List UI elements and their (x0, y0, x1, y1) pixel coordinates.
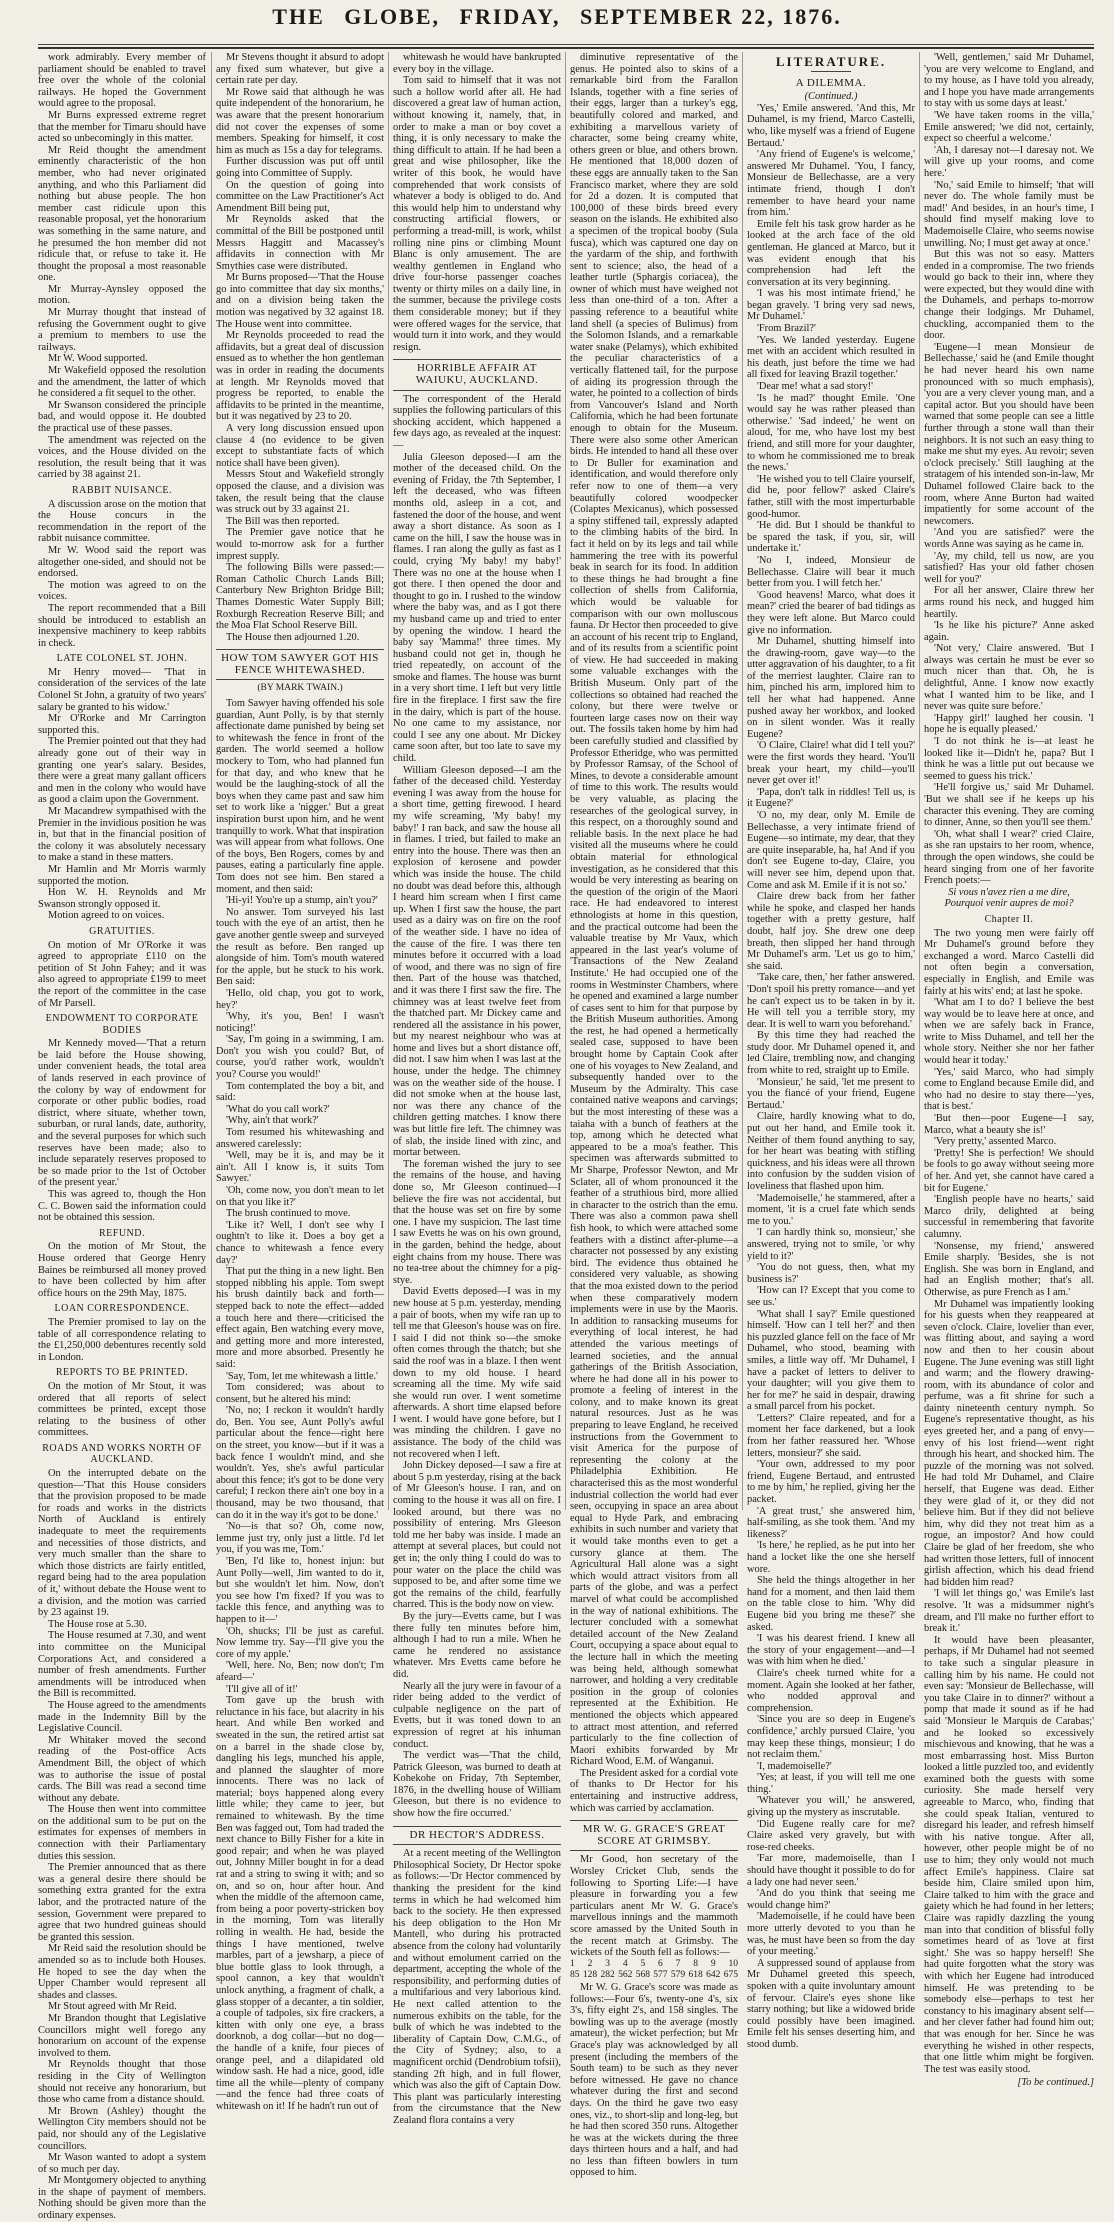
paragraph: This was agreed to, though the Hon C. C. Bowen said the information could not be obtained this session. (38, 1189, 206, 1224)
paragraph: The brush continued to move. (226, 1208, 351, 1220)
paragraph: 'Dear me! what a sad story!' (757, 381, 873, 393)
columns (38, 52, 1098, 2222)
paragraph: diminutive representative of the genus. He pointed also to skins of a remarkable bird from the Farallon Islands, together with a fine series of their eggs, larger than a turkey's egg, beautifully colored and marked, and exhibiting a marvellous variety of character, some being creamy white, others green or blue, and others brown. He mentioned that 18,000 dozen of these eggs are annually taken to the San Francisco market, where they are sold for 2d a dozen. It is computed that 100,000 of these birds breed every season on the islands. He exhibited also a specimen of the tropical booby (Sula fusca), which was captured one day on the yardarm of the ship, and forthwith sent to science; also, the head of a leather turtle (Sphargis coriacea), the owner of which must have weighed not less than one-third of a ton. After a passing reference to a beautiful white land shell (a species of Bulimus) from the Solomon Islands, and a remarkable water snake (Pelamys), which exhibited the peculiar characteristics of a vertically flattened tail, for the purpose of aiding its progression through the water, he pointed to a collection of birds from Vancouver's Island and North California, which he had been fortunate enough to obtain for the Museum. There were also some other American birds. He intended to hand all these over to Dr Buller for examination and identification, and would therefore only refer now to one of them—a very beautifully colored woodpecker (Colaptes Mexicanus), which possessed a spiny stiffened tail, expressly adapted to the climbing habits of the bird. In fact it held on by its legs and tail while hammering the tree with its powerful beak in search for its food. In addition to these things he had brought a fine collection of shells from California, which would be valuable for comparison with our own molluscous fauna. Dr Hector then proceeded to give an account of his recent trip to England, and of its results from a scientific point of view. He had succeeded in making some valuable exchanges with the British Museum. Only part of the collections so obtained had reached the colony, but there were twelve or fourteen large cases now on their way out. The fossils taken home by him had been carefully studied and classified by Professor Etheridge, who was permitted by Professor Ramsay, of the School of Mines, to devote a considerable amount of time to this work. The results would be very valuable, as placing the researches of the geological survey, in this respect, on a thoroughly sound and reliable basis. In the next place he had visited all the museums where he could obtain material for ethnological investigation, as he considered that this would be very interesting as bearing on the question of the origin of the Maori race. He had endeavored to interest ethnologists at home in this question, and the practical outcome had been the valuable treatise by Mr Vaux, which appeared in the last year's volume of 'Transactions of the New Zealand Institute.' He had occupied one of the rooms in Westminster Chambers, where he opened and examined a large number of cases sent to him for that purpose by the British Museum authorities. Among the rest, he had opened a hermetically sealed case, supposed to have been brought home by Captain Cook after one of his voyages to New Zealand, and subsequently handed over to the Museum by the Admiralty. This case contained native weapons and carvings; but the most interesting of these was a taiaha with a bunch of feathers at the top, among which he detected what appeared to be a moa's feather. This specimen was afterwards submitted to Mr Sharpe, Professor Newton, and Mr Sclater, all of whom pronounced it the feather of a struthious bird, more allied in character to the ostrich than the emu. There was also a common pawa shell fish hook, to which were attached some feathers with a distinct after-plume—a character not possessed by any existing bird. The evidence thus obtained he considered very valuable, as showing that the moa existed down to the period when these comparatively modern implements were in use by the Maoris. In addition to ransacking museums for everything of local interest, he had attended the various meetings of learned societies, and the annual gatherings of the British Association, where he had done all in his power to promote a feeling of interest in the colony, and to make known its great natural resources. Just as he was preparing to leave England, he received instructions from the Government to visit America for the purpose of representing the colony at the Philadelphia Exhibition. He characterised this as the most wonderful industrial collection the world had ever seen, occupying in space an area about equal to Hyde Park, and embracing exhibits in such number and variety that it would take months even to get a cursory glance at them. The Agricultural Hall alone was a sight which would attract visitors from all parts of the globe, and was a perfect marvel of what could be accomplished in the way of national exhibitions. The lecturer concluded with a somewhat detailed account of the New Zealand Court, occupying a space about equal to the lecture hall in which the meeting was being held, although somewhat narrower, and holding a very creditable position in the group of colonies represented at the Exhibition. He mentioned the objects which appeared to attract most attention, and referred particularly to the fine collection of Maori exhibits forwarded by Mr Richard Wood, E.M. of Wanganui. (570, 52, 738, 1768)
paragraph: Emile felt his task grow harder as he looked at the arch face of the old gentleman. He glanced at Marco, but it was evident enough that his comprehension had left the conversation at its very beginning. (747, 218, 915, 288)
paragraph: That put the thing in a new light. Ben stopped nibbling his apple. Tom swept his brush daintily back and forth—stepped back to note the effect—added a touch here and there—criticised the effect again, Ben watching every move, and getting more and more interested, more and more absorbed. Presently he said: (216, 1266, 384, 1370)
paragraph: 'How can I? Except that you come to see us.' (747, 1285, 915, 1308)
paragraph: 'Very pretty,' assented Marco. (934, 1136, 1057, 1148)
paragraph: The Premier gave notice that he would to-morrow ask for a further imprest supply. (216, 527, 384, 562)
score-cell: 1 (570, 1958, 575, 1969)
masthead (0, 4, 1114, 44)
paragraph: The Premier promised to lay on the table of all correspondence relating to the £1,250,000 debentures recently sold in London. (38, 1316, 206, 1363)
paragraph: 'And you are satisfied?' were the words Anne was saying as he came in. (924, 527, 1094, 550)
paragraph: Messrs Stout and Wakefield strongly opposed the clause, and a division was taken, the result being that the clause was struck out by 33 against 21. (216, 469, 384, 516)
article-byline: (BY MARK TWAIN.) (257, 683, 343, 694)
paragraph: 'Happy girl!' laughed her cousin. 'I hope he is equally pleased.' (924, 712, 1094, 736)
paragraph: On the motion of Mr Stout, the House ordered that George Henry Baines be reimbursed all money proved to have been collected by him after office hours on the 29th May, 1875. (38, 1241, 206, 1299)
paragraph: 'Is he like his picture?' Anne asked again. (924, 620, 1094, 643)
score-cell: 9 (710, 1958, 716, 1969)
paragraph: Mr Murray thought that instead of refusing the Government ought to give a premium to members to use the railways. (38, 307, 206, 353)
paragraph: Claire, hardly knowing what to do, put out her hand, and Emile took it. Neither of them found anything to say, for her heart was beating with stifling quickness, and his ideas were all thrown into confusion by the sudden vision of loveliness that flashed upon him. (747, 1111, 915, 1192)
paragraph: Mr Reynolds thought that those residing in the City of Wellington should not receive any honorarium, but those who came from a distance should. (38, 2059, 206, 2106)
paragraph: The two young men were fairly off Mr Duhamel's ground before they exchanged a word. Marco Castelli did not often begin a conversation, especially in English, and Emile was fairly at his wits' end; at last he spoke. (924, 927, 1094, 997)
score-cell: 577 (653, 1970, 668, 1981)
paragraph: 'Since you are so deep in Eugene's confidence,' archly pursued Claire, 'you may keep these things, monsieur; I do not reclaim them.' (747, 1714, 915, 1761)
score-cell: 2 (587, 1958, 593, 1969)
score-cell: 128 (582, 1970, 598, 1981)
score-cell: 10 (728, 1958, 738, 1969)
paragraph: 'No, no; I reckon it wouldn't hardly do, Ben. You see, Aunt Polly's awful particular about the fence—right here on the street, you know—but if it was a back fence I wouldn't mind, and she wouldn't. Yes, she's awful particular about this fence; it's got to be done very careful; I reckon there ain't one boy in a thousand, may be two thousand, that can do it in the way it's got to be done.' (216, 1405, 384, 1521)
paragraph: Nearly all the jury were in favour of a rider being added to the verdict of culpable negligence on the part of Evetts, but it was toned down to an expression of regret at his inhuman conduct. (393, 1680, 561, 1750)
divider (811, 71, 851, 72)
column-divider (211, 52, 212, 1510)
paragraph: The report recommended that a Bill should be introduced to establish an inexpensive machinery to keep rabbits in check. (38, 602, 206, 649)
masthead-globe: GLOBE, (344, 4, 440, 29)
paragraph: Claire drew back from her father while he spoke, and clasped her hands together with a pretty gesture, half doubt, half joy. She drew one deep breath, then slipped her hand through Mr Duhamel's arm. 'Let us go to him,' she said. (747, 891, 915, 972)
paragraph: The President asked for a cordial vote of thanks to Dr Hector for his entertaining and instructive address, which was carried by acclamation. (570, 1767, 738, 1814)
paragraph: She held the things altogether in her hand for a moment, and then laid them on the table close to him. 'Why did Eugene bid you bring me these?' she asked. (747, 1575, 915, 1633)
paragraph: 'Take care, then,' her father answered. 'Don't spoil his pretty romance—and yet he can't expect us to be taken in by it. He will tell you a terrible story, my dear. It is well to warn you beforehand.' (747, 972, 915, 1030)
score-cell: 562 (618, 1970, 633, 1981)
to-be-continued: [To be continued.] (1017, 2077, 1094, 2089)
paragraph: whitewash he would have bankrupted every boy in the village. (393, 52, 561, 75)
masthead-date: SEPTEMBER 22, 1876. (580, 4, 842, 29)
paragraph: The House then adjourned 1.20. (226, 631, 360, 643)
paragraph: 'Hello, old chap, you got to work, hey?' (216, 987, 384, 1011)
paragraph: 'Eugene—I mean Monsieur de Bellechasse,' said he (and Emile thought he had never heard his own name pronounced with so much emphasis), 'you are a very clever young man, and a capital actor. But you should have been warned that some people can see a little further through a stone wall than their neighbors. It is not such an easy thing to make me shut my eyes. Au revoir; seven o'clock precisely.' Still laughing at the stratagem of his intended son-in-law, Mr Duhamel followed Claire back to the room, where Anne Burton had waited impatiently for some account of the newcomers. (924, 341, 1094, 527)
paragraph: Claire's cheek turned white for a moment. Again she looked at her father, who nodded approval and comprehension. (747, 1667, 915, 1714)
paragraph: Hon W. H. Reynolds and Mr Swanson strongly opposed it. (38, 887, 206, 910)
paragraph: 'Is he mad?' thought Emile. 'One would say he was rather pleased than otherwise.' 'Sad indeed,' he went on aloud, 'for me, who have lost my best friend, and still more for your daughter, to whom he commissioned me to break the news.' (747, 392, 915, 474)
column-6 (924, 52, 1094, 2089)
paragraph: The Bill was then reported. (226, 515, 340, 527)
poem-line: Pourquoi venir aupres de moi? (944, 898, 1074, 910)
paragraph: Mr Reid said the resolution should be amended so as to include both Houses. He hoped to see the day when the Upper Chamber would represent all shades and classes. (38, 1943, 206, 2001)
score-cell: 568 (635, 1970, 650, 1981)
paragraph: For all her answer, Claire threw her arms round his neck, and hugged him heartily. (924, 585, 1094, 620)
score-cell: 642 (706, 1970, 721, 1981)
paragraph: 'I do not think he is—at least he looked like it—Didn't he, papa? But I think he was a little put out because we seemed to guess his trick.' (924, 736, 1094, 782)
paragraph: 'What am I to do? I believe the best way would be to leave here at once, and when we are safely back in France, write to Miss Duhamel, and tell her the whole story. Neither she nor her father would hear it today.' (924, 997, 1094, 1067)
column-3 (393, 52, 561, 2126)
column-4 (570, 52, 738, 2179)
paragraph: 'O no, my dear, only M. Emile de Bellechasse, a very intimate friend of Eugene—so intimate, my dear, that they are quite inseparable, ha, ha! And if you don't see Eugene to-day, Claire, you will never see him, depend upon that. Come and ask M. Emile if it is not so.' (747, 810, 915, 891)
paragraph: 'I can hardly think so, monsieur,' she answered, trying not to smile, 'or why yield to it?' (747, 1227, 915, 1262)
paragraph: Mr Duhamel was impatiently looking for his guests when they reappeared at seven o'clock. Claire, lovelier than ever, was flitting about, and saying a word now and then to her cousin about Eugene. The June evening was still light and warm; and the flowery drawing-room, with its abundance of color and perfume, was a fit shrine for such a dainty nineteenth century nymph. So Eugene's representative thought, as his eyes greeted her, and a pang of envy—envy of his lost friend—went right through his heart, and shocked him. The puzzle of the morning was not solved. He had told Mr Duhamel, and Claire herself, that Eugene was dead. Either they were glad of it, or they did not believe him. But if they did not believe him, why did they not treat him as a rogue, an impostor? And how could Claire be glad of her freedom, she who had written those letters, full of innocent girlish affection, which his dead friend had bidden him read? (924, 1298, 1094, 1588)
paragraph: 'And do you think that seeing me would change him?' (747, 1888, 915, 1911)
article-title: HORRIBLE AFFAIR AT WAIUKU, AUCKLAND. (393, 359, 561, 390)
paragraph: The motion was agreed to on the voices. (38, 579, 206, 603)
paragraph: 'Not very,' Claire answered. 'But I always was certain he must be ever so much nicer than that. Oh, he is delightful, Anne. I know now exactly what I wanted him to be like, and I never was quite sure before.' (924, 643, 1094, 713)
paragraph: 'He'll forgive us,' said Mr Duhamel. 'But we shall see if he keeps up his character this evening. They are coming to dinner, Anne, so then you'll see them.' (924, 782, 1094, 829)
column-1 (38, 52, 206, 2222)
paragraph: Tom gave up the brush with reluctance in his face, but alacrity in his heart. And while Ben worked and sweated in the sun, the retired artist sat on a barrel in the shade close by, dangling his legs, munched his apple, and planned the slaughter of more innocents. There was no lack of material; boys happened along every little while; they came to jeer, but remained to whitewash. By the time Ben was fagged out, Tom had traded the next chance to Billy Fisher for a kite in good repair; and when he was played out, Johnny Miller bought in for a dead rat and a string to swing it with; and so on, and so on, hour after hour. And when the middle of the afternoon came, from being a poor poverty-stricken boy in the morning, Tom was literally rolling in wealth. He had, beside the things I have mentioned, twelve marbles, part of a jewsharp, a piece of blue bottle glass to look through, a spool cannon, a key that wouldn't unlock anything, a fragment of chalk, a glass stopper of a decanter, a tin soldier, a couple of tadpoles, six fire crackers, a kitten with only one eye, a brass doorknob, a dog collar—but no dog—the handle of a knife, four pieces of orange peel, and a dilapidated old window sash. He had a nice, good, idle time all the while—plenty of company—and the fence had three coats of whitewash on it! If he hadn't run out of (216, 1695, 384, 2112)
paragraph: Mr Burns proposed—'That the House go into committee that day six months,' and on a division being taken the motion was negatived by 32 against 18. The House went into committee. (216, 272, 384, 330)
paragraph: The correspondent of the Herald supplies the following particulars of this shocking accident, which happened a few days ago, as revealed at the inquest:— (393, 393, 561, 451)
paragraph: 'He did. But I should be thankful to be spared the task, if you, sir, will undertake it.' (747, 520, 915, 555)
score-header-row (570, 1959, 738, 1971)
paragraph: Mr Wason wanted to adopt a system of so much per day. (38, 2152, 206, 2175)
continued-note: (Continued.) (804, 91, 858, 103)
paragraph: 'I was his dearest friend. I knew all the story of your engagement—and—I was with him when he died.' (747, 1633, 915, 1668)
paragraph: Mr Macandrew sympathised with the Premier in the invidious position he was in, but that in the financial position of the colony it was absolutely necessary to make a stand in these matters. (38, 806, 206, 864)
paragraph: 'Monsieur,' he said, 'let me present to you the fiancé of your friend, Eugene Bertaud.' (747, 1076, 915, 1111)
paragraph: Mr Stout agreed with Mr Reid. (48, 2001, 177, 2013)
paragraph: Tom said to himself that it was not such a hollow world after all. He had discovered a great law of human action, without knowing it, namely, that, in order to make a man or boy covet a thing, it is only necessary to make the thing difficult to attain. If he had been a great and wise philosopher, like the writer of this book, he would have comprehended that work consists of whatever a body is obliged to do. And this would help him to understand why constructing artificial flowers, or performing a tread-mill, is work, whilst rolling nine pins or climbing Mount Blanc is only amusement. The are wealthy gentlemen in England who drive four-horse passenger coaches twenty or thirty miles on a daily line, in the summer, because the privilege costs them considerable money; but if they were offered wages for the service, that would turn it into work, and they would resign. (393, 75, 561, 353)
section-heading: LOAN CORRESPONDENCE. (54, 1303, 190, 1315)
paragraph: Mr W. G. Grace's score was made as follows:—Four 6's, twenty-one 4's, six 3's, fifty eight 2's, and 158 singles. The bowling was up to the average (mostly amateur), the wicket perfection; but Mr Grace's play was acknowledged by all present (including the members of the South team) to be such as they never before witnessed. He gave no chance whatever during the first and second days. On the third he gave two easy ones, viz., to short-slip and long-leg, but he had then scored 350 runs. Altogether he was at the wickets during the three days thirteen hours and a half, and had no less than fifteen bowlers in turn opposed to him. (570, 1981, 738, 2179)
score-cell: 675 (723, 1970, 738, 1981)
paragraph: 'Why, it's you, Ben! I wasn't noticing!' (216, 1011, 384, 1034)
paragraph: Mr Montgomery objected to anything in the shape of payment of members. Nothing should be given more than the ordinary expenses. (38, 2175, 206, 2222)
paragraph: Mr Swanson considered the principle bad, and would oppose it. He doubted the practical use of these passes. (38, 399, 206, 434)
paragraph: 'From Brazil?' (757, 323, 816, 335)
paragraph: On motion of Mr O'Rorke it was agreed to appropriate £110 on the petition of St John Fahey; and it was also agreed to appropriate £199 to meet the report of the committee in the case of Mr Parsell. (38, 939, 206, 1009)
paragraph: David Evetts deposed—I was in my new house at 5 p.m. yesterday, mending a pair of boots, when my wife ran up to tell me that Gleeson's house was on fire. I said I did not think so—the smoke often comes through the thatch; but she said the roof was in a blaze. I then went down to my old house. I heard screaming all the time. My wife said she would run over. I went sometime afterwards. A short time elapsed before I went. I would have gone before, but I was minding the children. I gave no assistance. The body of the child was not recovered when I left. (393, 1286, 561, 1460)
paragraph: 'Well, here. No, Ben; now don't; I'm afeard—' (216, 1660, 384, 1683)
paragraph: Mr Brandon thought that Legislative Councillors might well forego any honorarium on account of the expense involved to them. (38, 2012, 206, 2059)
score-cell: 579 (670, 1970, 686, 1981)
column-divider (565, 52, 566, 1510)
paragraph: Mr Duhamel, shutting himself into the drawing-room, gave way—to the utter aggravation of his daughter, to a fit of the merriest laughter. Claire ran to him, pinched his arm, implored him to tell her what had happened. Anne pushed away her workbox, and looked on in silent wonder. Was it really Eugene? (747, 636, 915, 740)
paragraph: The foreman wished the jury to see the remains of the house, and having done so, Mr Gleeson continued—I believe the fire was not accidental, but that the house was set on fire by some one. I have my suspicion. The last time I saw Evetts he was on his own ground, in the garden, behind the hedge, about eight chains from my house. There was no tea-tree about the chimney for a pig-stye. (393, 1158, 561, 1286)
paragraph: Mr Rowe said that although he was quite independent of the honorarium, he was aware that the present honorarium did not cover the expenses of some members. Speaking for himself, it cost him as much as 15s a day for telegrams. (216, 86, 384, 156)
column-divider (742, 52, 743, 1510)
section-heading: ENDOWMENT TO CORPORATE BODIES (45, 1013, 199, 1036)
score-cell: 3 (605, 1958, 610, 1969)
paragraph: 'Ah, I daresay not—I daresay not. We will give up your rooms, and come here.' (924, 144, 1094, 179)
paragraph: The House agreed to the amendments made in the Indemnity Bill by the Legislative Council. (38, 1699, 206, 1735)
paragraph: 'Ben, I'd like to, honest injun: but Aunt Polly—well, Jim wanted to do it, but she wouldn't let him. Now, don't you see how I'm fixed? If you was to tackle this fence, and anything was to happen to it—' (216, 1556, 384, 1625)
paragraph: 'A great trust,' she answered him, half-smiling, as she took them. 'And my likeness?' (747, 1505, 915, 1540)
paragraph: Mr Stevens thought it absurd to adopt any fixed sum whatever, but give a certain rate per day. (216, 52, 384, 87)
paragraph: Tom resumed his whitewashing and answered carelessly: (216, 1127, 384, 1150)
paragraph: At a recent meeting of the Wellington Philosophical Society, Dr Hector spoke as follows:—'Dr Hector commenced by thanking the president for the kind terms in which he had welcomed him back to the society. He then expressed his deep obligation to the Hon Mr Mantell, who during his protracted absence from the colony had voluntarily and without emolument carried on the department, accepting the whole of the responsibility, and performing duties of a multifarious and very laborious kind. He next called attention to the numerous exhibits on the table, for the bulk of which he was indebted to the liberality of Captain Dow, C.M.G., of the City of Sydney; also, to a magnificent orchid (Dendrobium tofsii), standing 2ft high, and in full flower, which was also the gift of Captain Dow. This plant was particularly interesting from the circumstance that the New Zealand flora contains a very (393, 1848, 561, 2126)
paragraph: 'Hi-yi! You're up a stump, ain't you?' (226, 895, 378, 907)
column-2 (216, 52, 384, 2112)
paragraph: 'Mademoiselle, if he could have been more utterly devoted to you than he was, he must have been so from the day of your meeting.' (747, 1911, 915, 1958)
paragraph: 'English people have no hearts,' said Marco drily, delighted at being successful in remembering that favorite calumny. (924, 1194, 1094, 1240)
paragraph: 'Far more, mademoiselle, than I should have thought it possible to do for a lady one had never seen.' (747, 1853, 915, 1888)
paragraph: Mr Murray-Aynsley opposed the motion. (38, 283, 206, 307)
column-5 (747, 52, 915, 2050)
masthead-rule (38, 44, 1094, 45)
score-cell: 282 (600, 1970, 615, 1981)
score-cell: 7 (675, 1958, 681, 1969)
paragraph: Mr Wakefield opposed the resolution and the amendment, the latter of which he considered a fit sequel to the other. (38, 365, 206, 400)
paragraph: Mr Kennedy moved—'That a return be laid before the House showing, under convenient heads, the total area of lands reserved in each province of the colony by way of endowment for corporate or other public bodies, road district, where situate, whether town, suburban, or rural lands, date, authority, and the several purposes for which such reserves have been made; also to include separately reserves proposed to be so made prior to the 1st of October of the present year.' (38, 1038, 206, 1189)
paragraph: The Premier announced that as there was a general desire there should be something extra granted for the extra labor, and the protracted nature of the session, Government were prepared to agree that two hundred guineas should be granted this session. (38, 1862, 206, 1943)
paragraph: Mr W. Wood said the report was altogether one-sided, and should not be endorsed. (38, 544, 206, 580)
paragraph: 'You do not guess, then, what my business is?' (747, 1262, 915, 1285)
paragraph: The following Bills were passed:—Roman Catholic Church Lands Bill; Canterbury New Brighton Bridge Bill; Thames Domestic Water Supply Bill; Roxburgh Recreation Reserve Bill; and the Moa Flat School Reserve Bill. (216, 562, 384, 632)
article-title: DR HECTOR'S ADDRESS. (393, 1826, 561, 1846)
paragraph: 'Pretty! She is perfection! We should be fools to go away without seeing more of her. And yet, she cannot have cared a bit for Eugene.' (924, 1147, 1094, 1194)
paragraph: Tom contemplated the boy a bit, and said: (216, 1080, 384, 1104)
paragraph: 'Oh, what shall I wear?' cried Claire, as she ran upstairs to her room, whence, through the open windows, she could be heard singing from one of her favorite French poets:— (924, 828, 1094, 887)
paragraph: Mr Reynolds proceeded to read the affidavits, but a great deal of discussion ensued as to whether the hon gentleman was in order in reading the documents at length. Mr Reynolds moved that progress be reported, to enable the affidavits to be printed in the meantime, but it was negatived by 23 to 20. (216, 330, 384, 423)
paragraph: 'Like it? Well, I don't see why I oughtn't to like it. Does a boy get a chance to whitewash a fence every day?' (216, 1219, 384, 1266)
section-heading: ROADS AND WORKS NORTH OF AUCKLAND. (42, 1442, 202, 1466)
paragraph: Mr Brown (Ashley) thought the Wellington City members should not be paid, nor should any of the Legislative councillors. (38, 2105, 206, 2152)
paragraph: 'What do you call work?' (226, 1103, 330, 1115)
section-heading: GRATUITIES. (89, 925, 155, 937)
paragraph: Mr Reynolds asked that the committal of the Bill be postponed until Messrs Haggitt and Macassey's affidavits in connection with Mr Smythies case were distributed. (216, 214, 384, 272)
section-heading: RABBIT NUISANCE. (71, 484, 173, 496)
score-cell: 4 (622, 1958, 628, 1969)
paragraph: 'Good heavens! Marco, what does it mean?' cried the bearer of bad tidings as they were left alone. But Marco could give no information. (747, 589, 915, 636)
paragraph: 'Oh, come now, you don't mean to let on that you like it?' (216, 1185, 384, 1208)
paragraph: A discussion arose on the motion that the House concurs in the recommendation in the report of the rabbit nuisance committee. (38, 498, 206, 545)
paragraph: On the question of going into committee on the Law Practitioner's Act Amendment Bill being put, (216, 179, 384, 214)
column-divider (919, 52, 920, 1510)
score-cell: 618 (688, 1970, 703, 1981)
score-cell: 5 (640, 1958, 646, 1969)
score-cell: 6 (658, 1958, 663, 1969)
section-heading: LATE COLONEL ST. JOHN. (56, 653, 188, 665)
paragraph: 'I was his most intimate friend,' he began gravely. 'I bring very sad news, Mr Duhamel.' (747, 288, 915, 323)
paragraph: 'Ay, my child, tell us now, are you satisfied? Has your old father chosen well for you?' (924, 550, 1094, 585)
literature-heading: LITERATURE. (775, 54, 887, 69)
paragraph: 'Yes,' said Marco, who had simply come to England because Emile did, and who had no desire to stay there—'yes, that is best.' (924, 1066, 1094, 1113)
paragraph: No answer. Tom surveyed his last touch with the eye of an artist, then he gave another gentle sweep and surveyed the result as before. Ben ranged up alongside of him. Tom's mouth watered for the apple, but he stuck to his work. Ben said: (216, 906, 384, 988)
masthead-rule-thick (38, 47, 1094, 49)
paragraph: The House resumed at 7.30, and went into committee on the Municipal Corporations Act, and considered a number of fresh amendments. Further amendments will be introduced when the Bill is recommitted. (38, 1630, 206, 1700)
paragraph: 'Yes; at least, if you will tell me one thing.' (747, 1772, 915, 1795)
paragraph: 'Papa, don't talk in riddles! Tell us, is it Eugene?' (747, 786, 915, 810)
paragraph: 'Whatever you will,' he answered, giving up the mystery as inscrutable. (747, 1795, 915, 1819)
paragraph: 'But then—poor Eugene—I say, Marco, what a beauty she is!' (924, 1113, 1094, 1136)
paragraph: 'I, mademoiselle?' (757, 1760, 832, 1772)
column-divider (388, 52, 389, 1510)
paragraph: 'We have taken rooms in the villa,' Emile answered; 'we did not, certainly, expect so cheerful a welcome.' (924, 109, 1094, 145)
paragraph: 'He wished you to tell Claire yourself, did he, poor fellow?' asked Claire's father, still with the most imperturbable good-humor. (747, 473, 915, 520)
paragraph: 'No I, indeed, Monsieur de Bellechasse. Claire will bear it much better from you. I will fetch her.' (747, 554, 915, 590)
paragraph: 'Say, Tom, let me whitewash a little.' (226, 1370, 378, 1382)
paragraph: Mr Burns expressed extreme regret that the member for Timaru should have acted so unbecomingly in this matter. (38, 109, 206, 145)
paragraph: 'Oh, shucks; I'll be just as careful. Now lemme try. Say—I'll give you the core of my apple.' (216, 1625, 384, 1660)
paragraph: But this was not so easy. Matters ended in a compromise. The two friends would go back to their inn, where they were expected, but they would dine with the Duhamels, and perhaps to-morrow change their lodgings. Mr Duhamel, chuckling, accompanied them to the door. (924, 249, 1094, 342)
paragraph: The Premier pointed out that they had already gone out of their way in granting one year's salary. Besides, there were a great many gallant officers and men in the colony who would have as good a claim upon the Government. (38, 736, 206, 806)
section-heading: REPORTS TO BE PRINTED. (55, 1367, 189, 1379)
paragraph: 'No—is that so? Oh, come now, lemme just try, only just a little. I'd let you, if you was me, Tom.' (216, 1521, 384, 1556)
paragraph: 'Why, ain't that work?' (226, 1115, 319, 1127)
paragraph: 'Mademoiselle,' he stammered, after a moment, 'it is a cruel fate which sends me to you.' (747, 1192, 915, 1227)
paragraph: 'Well, gentlemen,' said Mr Duhamel, 'you are very welcome to England, and to my house, as I have told you already, and I hope you have made arrangements to stay with us some days at least.' (924, 52, 1094, 110)
paragraph: 'Your own, addressed to my poor friend, Eugene Bertaud, and entrusted to me by him,' he replied, giving her the packet. (747, 1459, 915, 1506)
paragraph: William Gleeson deposed—I am the father of the deceased child. Yesterday evening I was away from the house for a short time, getting firewood. I heard my wife screaming, 'My baby! my baby!' I ran back, and saw the house all in flames. I tried, but failed to make an entry into the house. There was then an explosion of kerosene and powder which was inside the house. The child no doubt was dead before this, although I heard him scream when I first came up. When I first saw the house, the part used as a dairy was on fire on the roof of the weather side. I have no idea of the cause of the fire. I was there ten minutes before it occurred with a load of wood, and there was no sign of fire then. Part of the house was thatched, and it was there I first saw the fire. The chimney was at least twelve feet from the thatched part. Mr Dickey came and rendered all the assistance in his power, but my nearest neighbour who was at home and lives but a short distance off, did not. I saw him when I was last at the house, under the hedge. The chimney was on the weather side of the house. I did not smoke when at the house last, nor was there any chance of the children getting matches. I know there was but little fire left. The chimney was of slab, the inside lined with zinc, and mortar between. (393, 764, 561, 1159)
paragraph: Tom Sawyer having offended his sole guardian, Aunt Polly, is by that sternly affectionate dame punished by being set to whitewash the fence in front of the garden. The world seemed a hollow mockery to Tom, who had planned fun for that day, and who knew that he would be the laughing-stock of all the boys when they came past and saw him set to work like a 'nigger.' But a great inspiration burst upon him, and he went tranquilly to work. What that inspiration was will appear from what follows. One of the boys, Ben Rogers, comes by and pauses, eating a particularly fine apple. Tom does not see him. Ben stared a moment, and then said: (216, 698, 384, 895)
paragraph: 'Letters?' Claire repeated, and for a moment her face darkened, but a look from her father reassured her. 'Whose letters, monsieur?' she said. (747, 1412, 915, 1459)
paragraph: Mr W. Wood supported. (48, 353, 148, 365)
article-title: MR W. G. GRACE'S GREAT SCORE AT GRIMSBY. (570, 1820, 738, 1851)
paragraph: 'Well, may be it is, and may be it ain't. All I know is, it suits Tom Sawyer.' (216, 1150, 384, 1185)
paragraph: Further discussion was put off until going into Committee of Supply. (216, 156, 384, 179)
paragraph: The House rose at 5.30. (48, 1618, 147, 1630)
paragraph: On the motion of Mr Stout, it was ordered that all reports of select committees be printed, except those relating to the business of other committees. (38, 1380, 206, 1439)
score-cell: 85 (570, 1970, 580, 1981)
paragraph: 'O Claire, Claire! what did I tell you?' were the first words they heard. 'You'll break your heart, my child—you'll never get over it!' (747, 740, 915, 787)
paragraph: 'Did Eugene really care for me? Claire asked very gravely, but with rose-red cheeks. (747, 1818, 915, 1853)
paragraph: Mr Whitaker moved the second reading of the Post-office Acts Amendment Bill, the object of which was to authorise the issue of postal cards. The Bill was read a second time without any debate. (38, 1734, 206, 1804)
paragraph: Mr Good, hon secretary of the Worsley Cricket Club, sends the following to Sporting Life:—I have pleasure in forwarding you a few particulars anent Mr W. G. Grace's marvellous innings and the mammoth score amassed by the United South in the recent match at Grimsby. The wickets of the South fell as follows:— (570, 1854, 738, 1959)
paragraph: 'Any friend of Eugene's is welcome,' answered Mr Duhamel. 'You, I fancy, Monsieur de Bellechasse, are a very intimate friend, though I don't remember to have heard your name from him.' (747, 149, 915, 219)
paragraph: work admirably. Every member of parliament should be enabled to travel free over the whole of the colonial railways. He hoped the Government would agree to the proposal. (38, 52, 206, 110)
paragraph: 'Is here,' he replied, as he put into her hand a locket like the one she herself wore. (747, 1540, 915, 1575)
masthead-the: THE (272, 4, 325, 29)
paragraph: A suppressed sound of applause from Mr Duhamel greeted this speech, spoken with a quite involuntary amount of fervour. Claire's eyes shone like starry nothing; but like a widowed bride could possibly have been imagined. Emile felt his senses deserting him, and stood dumb. (747, 1957, 915, 2050)
paragraph: Mr O'Rorke and Mr Carrington supported this. (38, 713, 206, 736)
poem-line: Si vous n'avez rien a me dire, (948, 886, 1070, 898)
paragraph: The House then went into committee on the additional sum to be put on the estimates for expenses of members in connection with their Parliamentary duties this session. (38, 1804, 206, 1862)
paragraph: 'Yes. We landed yesterday. Eugene met with an accident which resulted in his death, just before the time we had all fixed for leaving Brazil together.' (747, 334, 915, 381)
paragraph: John Dickey deposed—I saw a fire at about 5 p.m yesterday, rising at the back of Mr Gleeson's house. I ran, and on coming to the house it was all on fire. I looked around, but there was no possibility of entering. Mrs Gleeson told me her baby was inside. I made an attempt at several places, but could not get in; the only thing I could do was to pour water on the place the child was supposed to be, and after some time we got the remains of the child, fearfully charred. This is the body now on view. (393, 1460, 561, 1611)
paragraph: By the jury—Evetts came, but I was there fully ten minutes before him, although I had to run a mile. When he came he rendered no assistance whatever. Mrs Evetts came before he did. (393, 1610, 561, 1680)
paragraph: 'Say, I'm going in a swimming, I am. Don't you wish you could? But, of course, you'd rather work, wouldn't you? Course you would!' (216, 1034, 384, 1081)
paragraph: 'No,' said Emile to himself; 'that will never do. The whole family must be mad!' And besides, in an hour's time, I should find myself making love to Mademoiselle Claire, who seems nowise unwilling. No; I must get away at once.' (924, 179, 1094, 249)
article-title: HOW TOM SAWYER GOT HIS FENCE WHITEWASHED. (216, 649, 384, 680)
paragraph: It would have been pleasanter, perhaps, if Mr Duhamel had not seemed to take such a singular pleasure in calling him by his name. He could not even say: 'Monsieur de Bellechasse, will you take Claire in to dinner?' without a pomp that made it sound as if he had said 'Monsieur le Marquis de Carabas;' and he looked so excessively mischievous and knowing, that he was a most embarrassing host. Miss Burton looked a little puzzled too, and evidently examined both the guests with some curiosity. She made herself very agreeable to Marco, who, finding that she could speak Italian, ventured to disregard his leader, and refresh himself with his native tongue. After all, however, other people might be of no use to him; they only would not much affect Emile's happiness. Claire sat beside him, Claire smiled upon him, Claire talked to him with the grace and gaiety which he had found in her letters; Claire was rapidly dazzling the young man into that condition of blissful folly sometimes heard of as 'love at first sight.' She was so happy herself! She had quite forgotten what the story was with which her Eugene had introduced himself. He was pretending to be somebody else—perhaps to test her constancy to his imaginary absent self—and her clever father had found him out; that was enough for her. Since he was everything he wished in other respects, that one little whim might be forgiven. The test was easily stood. (924, 1634, 1094, 2075)
paragraph: By this time they had reached the study door. Mr Duhamel opened it, and led Claire, trembling now, and changing from white to red, straight up to Emile. (747, 1030, 915, 1077)
paragraph: The amendment was rejected on the voices, and the House divided on the resolution, the result being that it was carried by 38 against 21. (38, 434, 206, 481)
paragraph: The verdict was—'That the child, Patrick Gleeson, was burned to death at Kohekohe on Friday, 7th September, 1876, in the dwelling house of William Gleeson, but there is no evidence to show how the fire occurred.' (393, 1750, 561, 1820)
story-title: A DILEMMA. (795, 76, 867, 89)
paragraph: 'I'll give all of it!' (226, 1683, 298, 1695)
paragraph: Motion agreed to on voices. (48, 910, 165, 922)
section-heading: REFUND. (98, 1227, 145, 1239)
paragraph: Mr Reid thought the amendment eminently characteristic of the hon member, who had never originated anything, and who this Parliament did nothing but abuse people. The hon member cast ridicule upon this reasonable proposal, yet the honorarium was something in the same nature, and he presumed the hon member did not ridicule that, or refuse to take it. He thought the proposal a most reasonable one. (38, 144, 206, 284)
paragraph: 'Yes,' Emile answered. 'And this, Mr Duhamel, is my friend, Marco Castelli, who, like myself was a friend of Eugene Bertaud.' (747, 102, 915, 149)
paragraph: 'I will let things go,' was Emile's last resolve. 'It was a midsummer night's dream, and I'll make no further effort to break it.' (924, 1588, 1094, 1635)
paragraph: 'What shall I say?' Emile questioned himself. 'How can I tell her?' and then his puzzled glance fell on the face of Mr Duhamel, who stood, beaming with smiles, a little way off. 'Mr Duhamel, I have a packet of letters to deliver to your daughter; will you give them to her for me?' he said in despair, drawing a small parcel from his pocket. (747, 1308, 915, 1413)
paragraph: 'Nonsense, my friend,' answered Emile sharply. 'Besides, she is not English. She was born in England, and had an English mother; that's all. Otherwise, as pure French as I am.' (924, 1240, 1094, 1298)
paragraph: On the interrupted debate on the question—'That this House considers that the provision proposed to be made for roads and works in the districts North of Auckland is entirely inadequate to meet the requirements and necessities of those districts, and very much smaller than the share to which those districts are fairly entitled, regard being had to the area population of it,' without debate the House went to a division, and the motion was carried by 23 against 19. (38, 1468, 206, 1619)
masthead-day: FRIDAY, (459, 4, 561, 29)
score-cell: 8 (693, 1958, 699, 1969)
chapter-heading: Chapter II. (984, 913, 1034, 925)
score-values-row (570, 1970, 738, 1982)
paragraph: Tom considered; was about to consent, but he altered his mind: (216, 1382, 384, 1405)
paragraph: A very long discussion ensued upon clause 4 (no evidence to be given except to substantiate facts of which notice shall have been given). (216, 423, 384, 469)
paragraph: Mr Hamlin and Mr Morris warmly supported the motion. (38, 863, 206, 887)
paragraph: Mr Henry moved— 'That in consideration of the services of the late Colonel St John, a gratuity of two years' salary be granted to his widow.' (38, 666, 206, 713)
paragraph: Julia Gleeson deposed—I am the mother of the deceased child. On the evening of Friday, the 7th September, I left the deceased, who was fifteen months old, asleep in a cot, and fastened the door of the house, and went away a short distance. As soon as I came on the hill, I saw the house was in flames. I ran along the gully as fast as I could, crying 'My baby! my baby!' There was no one at the house when I got there. I then opened the door and thought to go in. I rushed to the window where the baby was, and as I got there my husband came up and tried to enter by opening the window. I heard the baby say 'Mamma!' three times. My husband could not get in, though he tried repeatedly, on account of the smoke and flames. The house was burnt in a very short time. I left but very little fire in the fireplace. I first saw the fire in the dairy, which is part of the house. No one came to my assistance, nor could I see any one about. Mr Dickey came soon after, but too late to save my child. (393, 451, 561, 765)
